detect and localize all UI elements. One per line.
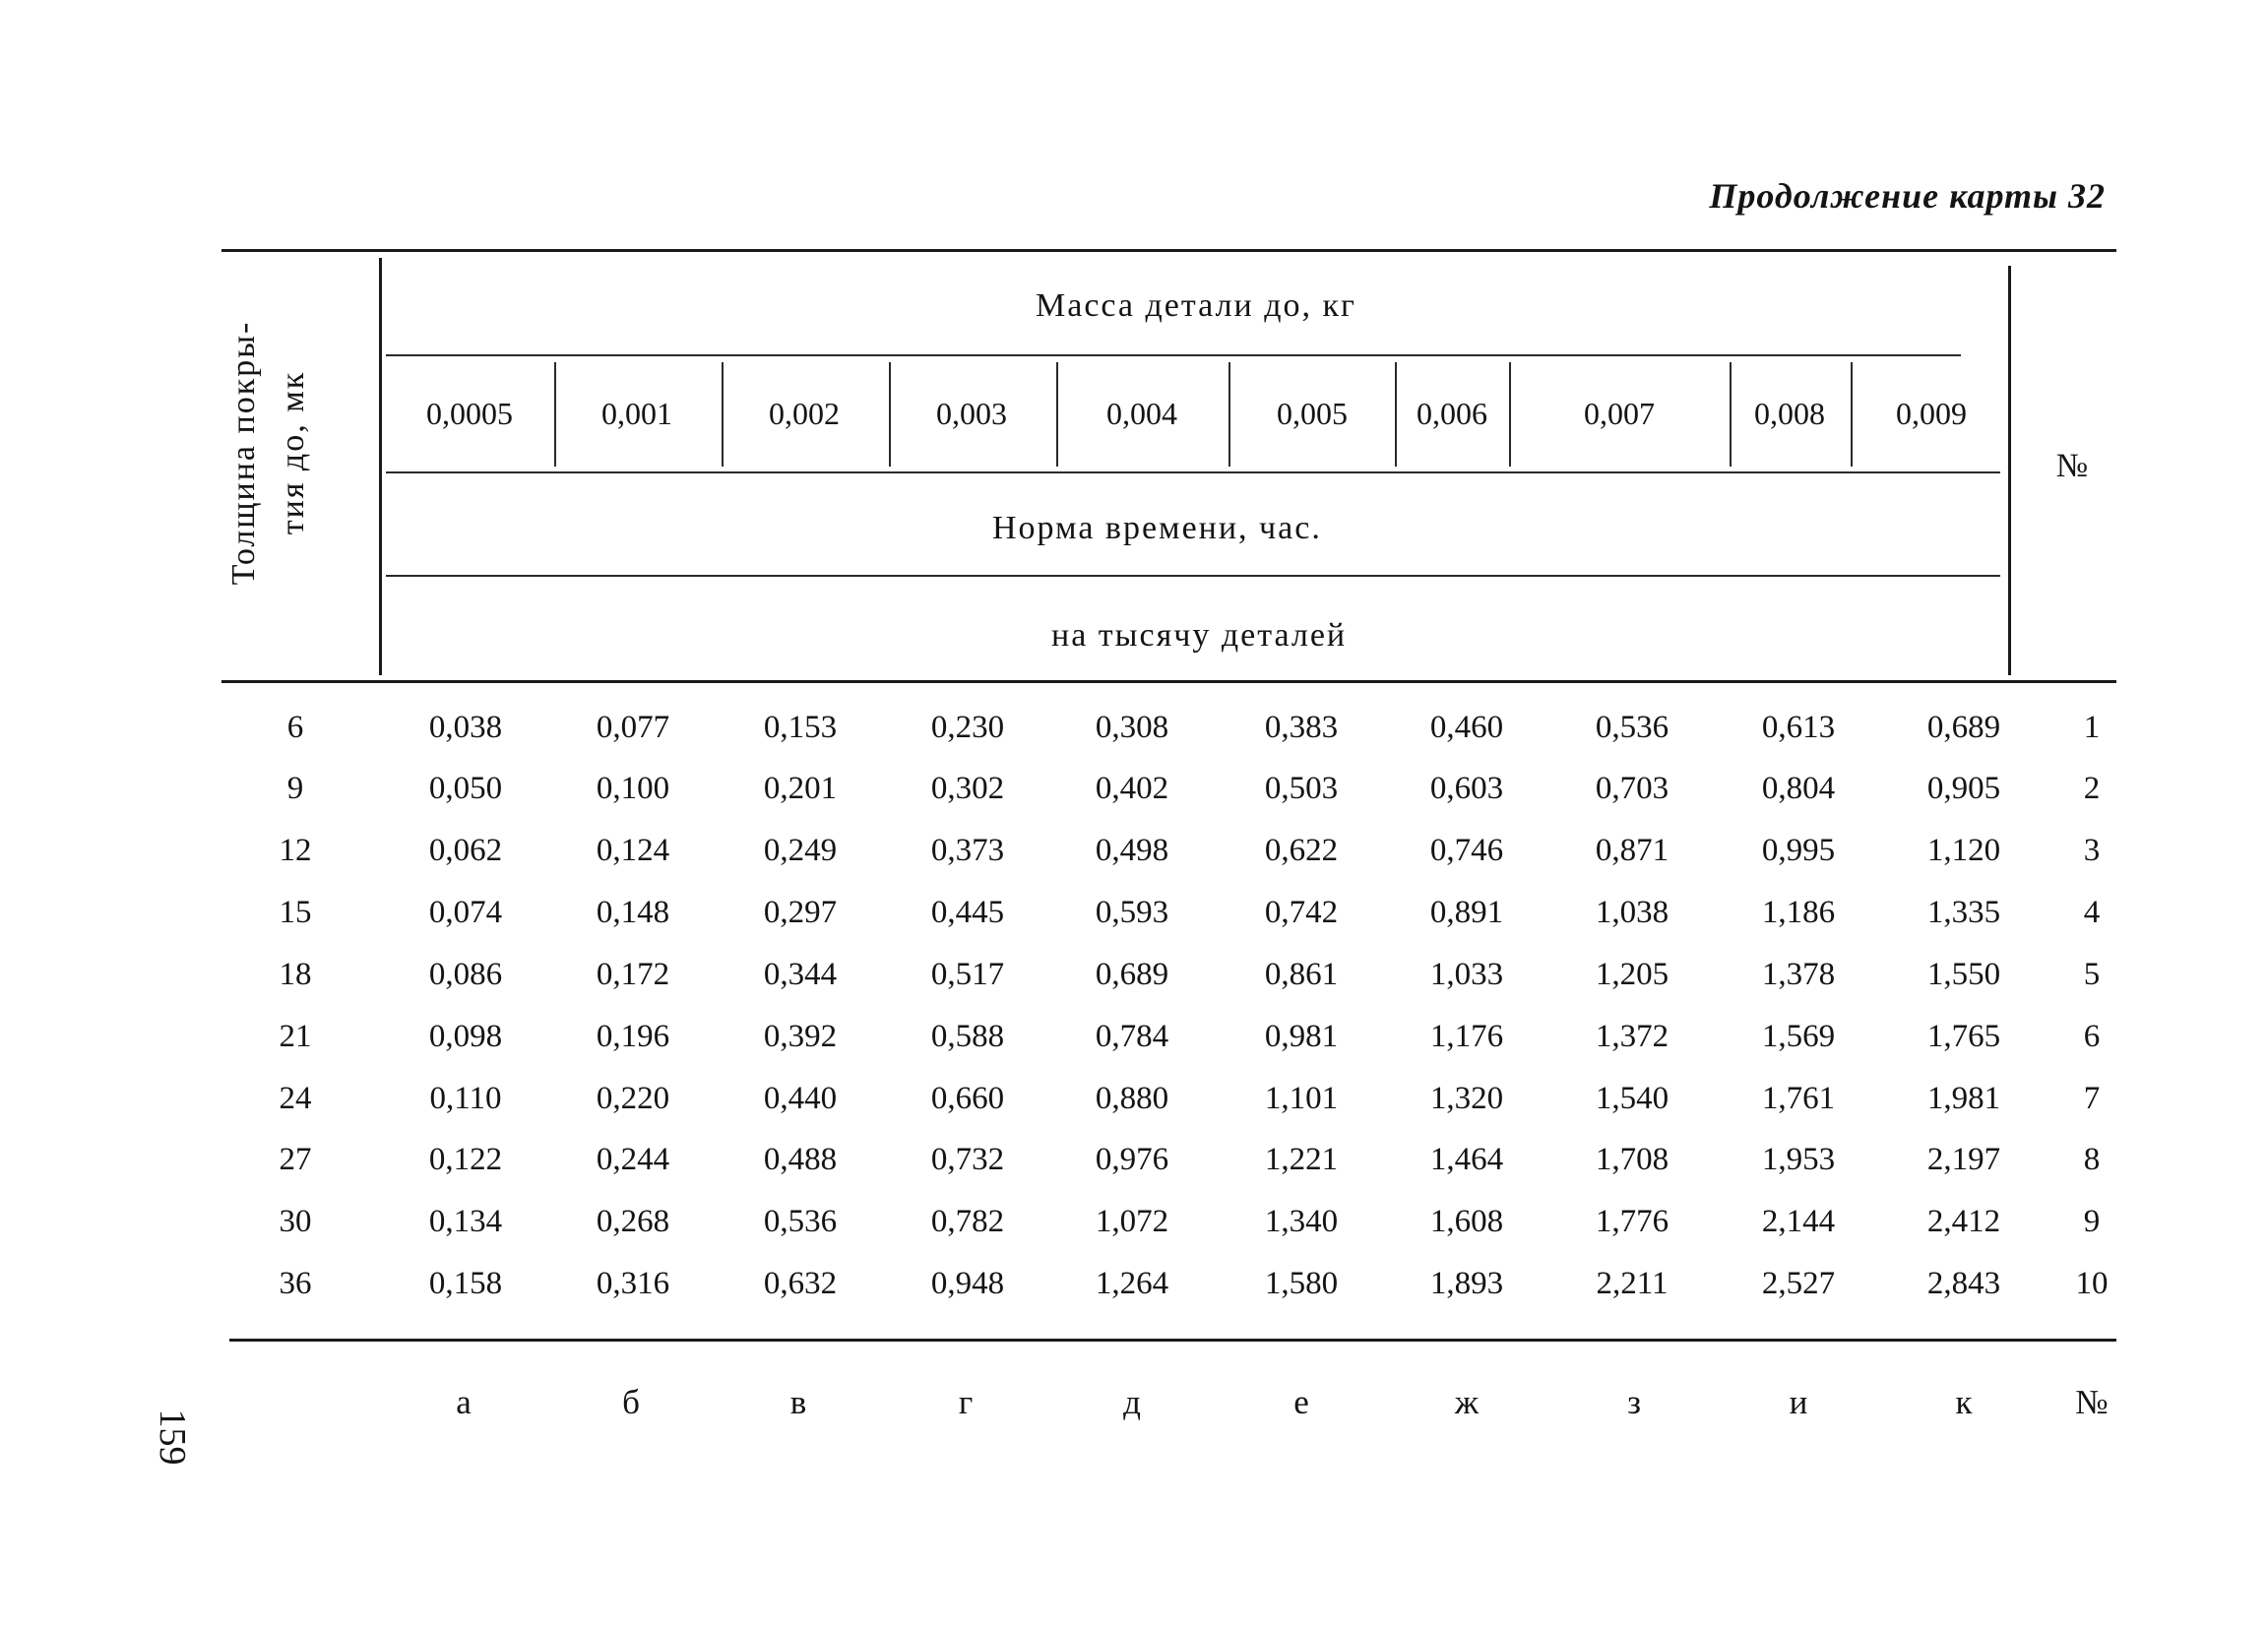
value-cell: 0,660	[930, 1081, 1005, 1116]
column-letters-no: №	[2075, 1383, 2109, 1421]
value-cell: 0,268	[596, 1204, 670, 1239]
value-cell: 0,742	[1264, 895, 1339, 930]
value-cell: 0,122	[428, 1142, 503, 1177]
value-cell: 0,172	[596, 957, 670, 992]
value-cell: 2,211	[1596, 1266, 1669, 1301]
value-cell: 1,176	[1429, 1019, 1504, 1054]
column-letter: и	[1789, 1383, 1808, 1421]
value-cell: 0,689	[1095, 957, 1169, 992]
value-cell: 0,503	[1264, 771, 1339, 806]
value-cell: 0,593	[1095, 895, 1169, 930]
value-cell: 1,953	[1761, 1142, 1836, 1177]
value-cell: 0,632	[763, 1266, 838, 1301]
value-cell: 0,244	[596, 1142, 670, 1177]
value-cell: 1,464	[1429, 1142, 1504, 1177]
value-cell: 1,761	[1761, 1081, 1836, 1116]
value-cell: 1,550	[1926, 957, 2001, 992]
value-cell: 0,249	[763, 833, 838, 868]
thickness-cell: 24	[279, 1081, 312, 1116]
column-letter: з	[1627, 1383, 1641, 1421]
mass-value-cell: 0,009	[1896, 396, 1967, 431]
value-cell: 1,335	[1926, 895, 2001, 930]
mass-value-cell: 0,001	[601, 396, 672, 431]
caption: Продолжение карты 32	[1709, 176, 2106, 216]
value-cell: 1,893	[1429, 1266, 1504, 1301]
value-cell: 1,372	[1595, 1019, 1670, 1054]
value-cell: 0,302	[930, 771, 1005, 806]
value-cell: 0,086	[428, 957, 503, 992]
row-number-cell: 4	[2083, 895, 2101, 930]
thickness-cell: 18	[279, 957, 312, 992]
value-cell: 0,308	[1095, 710, 1169, 745]
mass-header: Масса детали до, кг	[1036, 287, 1356, 324]
value-cell: 0,098	[428, 1019, 503, 1054]
mass-value-cell: 0,002	[769, 396, 840, 431]
value-cell: 2,843	[1926, 1266, 2001, 1301]
column-letter: е	[1293, 1383, 1309, 1421]
value-cell: 1,608	[1429, 1204, 1504, 1239]
mass-values-rule	[386, 471, 2000, 473]
column-letter: б	[622, 1383, 640, 1421]
value-cell: 0,440	[763, 1081, 838, 1116]
row-number-cell: 6	[2083, 1019, 2101, 1054]
mass-divider	[1228, 362, 1230, 467]
thickness-cell: 36	[279, 1266, 312, 1301]
mass-value-cell: 0,007	[1584, 396, 1655, 431]
row-number-cell: 7	[2083, 1081, 2101, 1116]
value-cell: 0,110	[429, 1081, 502, 1116]
row-number-cell: 3	[2083, 833, 2101, 868]
value-cell: 0,703	[1595, 771, 1670, 806]
value-cell: 1,264	[1095, 1266, 1169, 1301]
mass-value-cell: 0,008	[1754, 396, 1825, 431]
row-number-header: №	[2055, 448, 2089, 484]
mass-divider	[554, 362, 556, 467]
value-cell: 0,392	[763, 1019, 838, 1054]
mass-divider	[889, 362, 891, 467]
header-bottom-rule	[221, 680, 2116, 683]
value-cell: 1,101	[1264, 1081, 1339, 1116]
column-letter: в	[789, 1383, 807, 1421]
value-cell: 1,540	[1595, 1081, 1670, 1116]
value-cell: 2,412	[1926, 1204, 2001, 1239]
mass-value-cell: 0,005	[1277, 396, 1348, 431]
column-letter: г	[958, 1383, 974, 1421]
mass-value-cell: 0,003	[936, 396, 1007, 431]
value-cell: 1,765	[1926, 1019, 2001, 1054]
thickness-cell: 30	[279, 1204, 312, 1239]
value-cell: 1,186	[1761, 895, 1836, 930]
value-cell: 0,201	[763, 771, 838, 806]
value-cell: 2,197	[1926, 1142, 2001, 1177]
mass-value-cell: 0,006	[1417, 396, 1487, 431]
value-cell: 0,344	[763, 957, 838, 992]
mass-divider	[1851, 362, 1853, 467]
value-cell: 0,880	[1095, 1081, 1169, 1116]
mass-divider	[1730, 362, 1732, 467]
value-cell: 0,373	[930, 833, 1005, 868]
mass-divider	[1509, 362, 1511, 467]
value-cell: 0,536	[1595, 710, 1670, 745]
value-cell: 0,134	[428, 1204, 503, 1239]
norm-header-rule	[386, 575, 2000, 577]
value-cell: 0,062	[428, 833, 503, 868]
value-cell: 1,580	[1264, 1266, 1339, 1301]
per-thousand-header: на тысячу деталей	[1051, 617, 1348, 654]
value-cell: 1,120	[1926, 833, 2001, 868]
value-cell: 0,158	[428, 1266, 503, 1301]
value-cell: 1,072	[1095, 1204, 1169, 1239]
mass-value-cell: 0,004	[1106, 396, 1177, 431]
value-cell: 0,613	[1761, 710, 1836, 745]
value-cell: 0,622	[1264, 833, 1339, 868]
row-number-cell: 2	[2083, 771, 2101, 806]
thickness-cell: 15	[279, 895, 312, 930]
value-cell: 0,976	[1095, 1142, 1169, 1177]
value-cell: 0,100	[596, 771, 670, 806]
value-cell: 0,782	[930, 1204, 1005, 1239]
value-cell: 1,340	[1264, 1204, 1339, 1239]
value-cell: 0,804	[1761, 771, 1836, 806]
value-cell: 1,708	[1595, 1142, 1670, 1177]
value-cell: 0,196	[596, 1019, 670, 1054]
value-cell: 0,732	[930, 1142, 1005, 1177]
mass-header-rule	[386, 354, 1961, 356]
column-letter: а	[456, 1383, 472, 1421]
thickness-column-divider	[379, 258, 382, 675]
value-cell: 2,527	[1761, 1266, 1836, 1301]
value-cell: 0,153	[763, 710, 838, 745]
value-cell: 2,144	[1761, 1204, 1836, 1239]
value-cell: 0,297	[763, 895, 838, 930]
value-cell: 0,220	[596, 1081, 670, 1116]
value-cell: 0,517	[930, 957, 1005, 992]
value-cell: 0,603	[1429, 771, 1504, 806]
column-letter: д	[1123, 1383, 1141, 1421]
value-cell: 0,948	[930, 1266, 1005, 1301]
no-column-divider	[2008, 266, 2011, 675]
column-letter: ж	[1454, 1383, 1480, 1421]
value-cell: 1,205	[1595, 957, 1670, 992]
value-cell: 0,981	[1264, 1019, 1339, 1054]
value-cell: 0,124	[596, 833, 670, 868]
value-cell: 0,316	[596, 1266, 670, 1301]
row-number-cell: 1	[2083, 710, 2101, 745]
value-cell: 0,488	[763, 1142, 838, 1177]
value-cell: 0,905	[1926, 771, 2001, 806]
value-cell: 1,033	[1429, 957, 1504, 992]
row-number-cell: 10	[2075, 1266, 2109, 1301]
value-cell: 0,498	[1095, 833, 1169, 868]
mass-divider	[1056, 362, 1058, 467]
value-cell: 1,320	[1429, 1081, 1504, 1116]
value-cell: 1,569	[1761, 1019, 1836, 1054]
value-cell: 0,871	[1595, 833, 1670, 868]
row-number-cell: 8	[2083, 1142, 2101, 1177]
thickness-cell: 27	[279, 1142, 312, 1177]
value-cell: 0,383	[1264, 710, 1339, 745]
mass-value-cell: 0,0005	[426, 396, 513, 431]
page-number: 159	[152, 1409, 193, 1466]
value-cell: 0,861	[1264, 957, 1339, 992]
value-cell: 1,038	[1595, 895, 1670, 930]
table-bottom-rule	[229, 1339, 2116, 1342]
row-number-cell: 9	[2083, 1204, 2101, 1239]
value-cell: 1,221	[1264, 1142, 1339, 1177]
thickness-header-line1: Толщина покры-	[225, 320, 262, 586]
value-cell: 0,460	[1429, 710, 1504, 745]
value-cell: 0,995	[1761, 833, 1836, 868]
value-cell: 0,402	[1095, 771, 1169, 806]
thickness-cell: 6	[286, 710, 304, 745]
value-cell: 0,230	[930, 710, 1005, 745]
value-cell: 0,445	[930, 895, 1005, 930]
value-cell: 0,784	[1095, 1019, 1169, 1054]
value-cell: 0,689	[1926, 710, 2001, 745]
value-cell: 0,074	[428, 895, 503, 930]
value-cell: 0,891	[1429, 895, 1504, 930]
thickness-cell: 9	[286, 771, 304, 806]
mass-divider	[1395, 362, 1397, 467]
value-cell: 0,536	[763, 1204, 838, 1239]
thickness-cell: 21	[279, 1019, 312, 1054]
value-cell: 0,746	[1429, 833, 1504, 868]
column-letter: к	[1955, 1383, 1973, 1421]
row-number-cell: 5	[2083, 957, 2101, 992]
value-cell: 0,148	[596, 895, 670, 930]
value-cell: 1,981	[1926, 1081, 2001, 1116]
value-cell: 1,776	[1595, 1204, 1670, 1239]
norm-header: Норма времени, час.	[992, 510, 1322, 546]
table-top-rule	[221, 249, 2116, 252]
mass-divider	[722, 362, 724, 467]
value-cell: 0,050	[428, 771, 503, 806]
value-cell: 1,378	[1761, 957, 1836, 992]
value-cell: 0,038	[428, 710, 503, 745]
value-cell: 0,077	[596, 710, 670, 745]
thickness-cell: 12	[279, 833, 312, 868]
thickness-header-line2: тия до, мк	[275, 370, 311, 535]
value-cell: 0,588	[930, 1019, 1005, 1054]
